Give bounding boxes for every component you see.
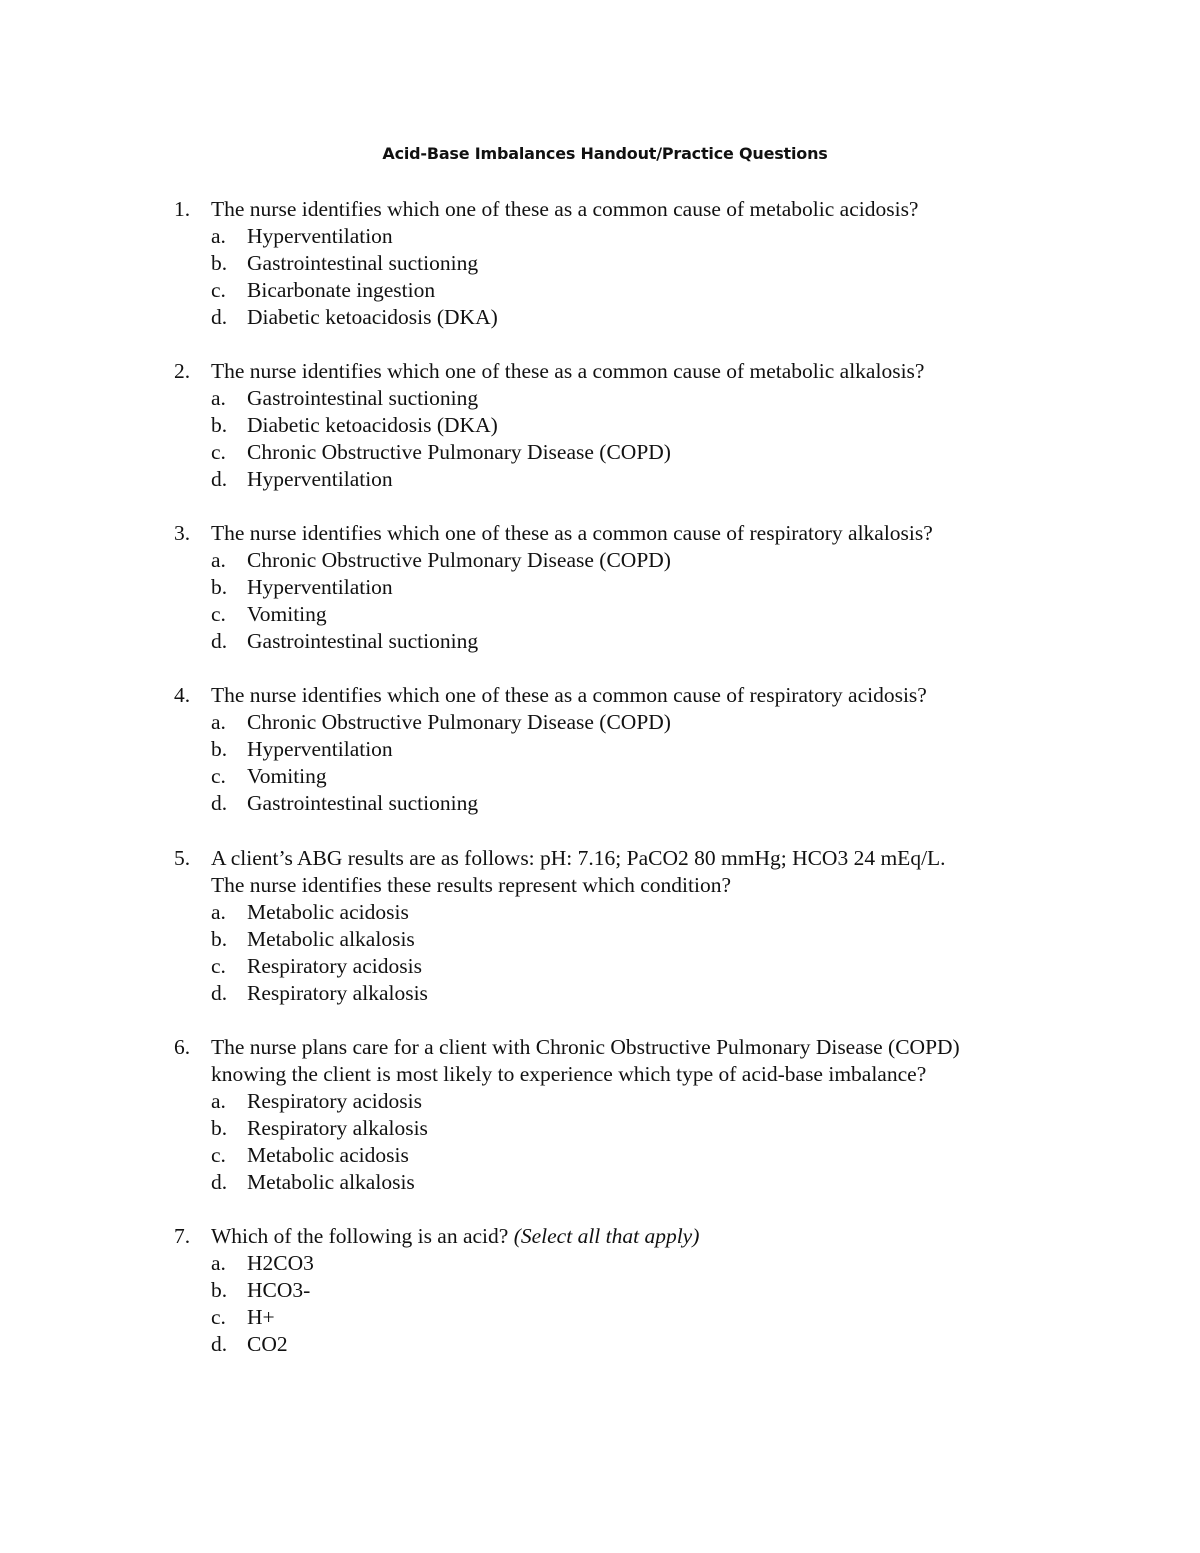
question-4 [174,682,1074,817]
option-text: Respiratory acidosis [247,1089,422,1113]
question-number: 1. [174,197,191,221]
option-b [174,926,1074,953]
option-d [174,304,1074,331]
question-text-line-2: The nurse identifies these results represent which condition? [211,873,732,897]
option-letter: c. [211,1143,226,1167]
option-c [174,763,1074,790]
option-c [174,1142,1074,1169]
option-d [174,628,1074,655]
option-text: Vomiting [247,602,327,626]
option-d [174,790,1074,817]
option-letter: d. [211,467,228,491]
question-stem [174,845,1074,899]
option-letter: c. [211,954,226,978]
option-c [174,277,1074,304]
option-text: Diabetic ketoacidosis (DKA) [247,413,498,437]
question-number: 3. [174,521,191,545]
option-d [174,980,1074,1007]
option-text: Respiratory acidosis [247,954,422,978]
option-list [174,709,1074,817]
select-all-note: (Select all that apply) [513,1224,700,1248]
question-stem [174,1223,1074,1250]
option-letter: a. [211,1089,226,1113]
option-letter: c. [211,1305,226,1329]
option-text: H2CO3 [247,1251,314,1275]
question-number: 7. [174,1224,191,1248]
option-letter: b. [211,413,228,437]
option-text: CO2 [247,1332,288,1356]
option-letter: a. [211,1251,226,1275]
option-list [174,1250,1074,1358]
option-text: Bicarbonate ingestion [247,278,436,302]
option-letter: a. [211,224,226,248]
question-stem [174,1034,1074,1088]
question-number: 5. [174,846,191,870]
option-list [174,899,1074,1007]
option-list [174,547,1074,655]
option-a [174,223,1074,250]
question-stem [174,196,1074,223]
question-6 [174,1034,1074,1196]
question-7 [174,1223,1074,1358]
question-text: The nurse identifies which one of these as a common cause of metabolic alkalosis? [211,359,925,383]
option-text: Chronic Obstructive Pulmonary Disease (COPD) [247,440,671,464]
question-text-main: Which of the following is an acid? [211,1224,509,1248]
option-letter: b. [211,927,228,951]
option-text: Respiratory alkalosis [247,1116,428,1140]
option-b [174,1277,1074,1304]
question-5 [174,845,1074,1007]
option-letter: d. [211,305,228,329]
option-letter: b. [211,737,228,761]
option-a [174,1250,1074,1277]
option-text: Hyperventilation [247,737,393,761]
option-letter: b. [211,1116,228,1140]
option-letter: d. [211,1170,228,1194]
option-d [174,1169,1074,1196]
option-a [174,385,1074,412]
question-number: 2. [174,359,191,383]
option-b [174,1115,1074,1142]
question-1 [174,196,1074,331]
document-title: Acid-Base Imbalances Handout/Practice Questions [382,144,828,163]
question-text: The nurse identifies which one of these as a common cause of respiratory acidosis? [211,683,927,707]
option-text: Vomiting [247,764,327,788]
option-letter: b. [211,251,228,275]
question-text-line-2: knowing the client is most likely to experience which type of acid-base imbalance? [211,1062,927,1086]
option-c [174,953,1074,980]
option-text: Chronic Obstructive Pulmonary Disease (COPD) [247,710,671,734]
option-text: Hyperventilation [247,224,393,248]
option-text: HCO3- [247,1278,311,1302]
option-c [174,1304,1074,1331]
option-a [174,899,1074,926]
question-text-line-1: The nurse plans care for a client with Chronic Obstructive Pulmonary Disease (COPD) [211,1035,960,1059]
question-text-line-1: A client’s ABG results are as follows: pH: 7.16; PaCO2 80 mmHg; HCO3 24 mEq/L. [211,846,946,870]
option-text: Hyperventilation [247,575,393,599]
question-number: 6. [174,1035,191,1059]
option-letter: b. [211,575,228,599]
question-2 [174,358,1074,493]
option-c [174,601,1074,628]
question-stem [174,520,1074,547]
option-letter: c. [211,278,226,302]
option-a [174,709,1074,736]
option-letter: c. [211,602,226,626]
question-text: The nurse identifies which one of these as a common cause of metabolic acidosis? [211,197,919,221]
option-text: Chronic Obstructive Pulmonary Disease (COPD) [247,548,671,572]
option-text: Diabetic ketoacidosis (DKA) [247,305,498,329]
option-b [174,574,1074,601]
option-d [174,1331,1074,1358]
option-text: H+ [247,1305,275,1329]
option-text: Gastrointestinal suctioning [247,629,479,653]
option-text: Respiratory alkalosis [247,981,428,1005]
option-letter: a. [211,900,226,924]
question-stem [174,358,1074,385]
option-list [174,223,1074,331]
question-3 [174,520,1074,655]
option-text: Gastrointestinal suctioning [247,386,479,410]
option-letter: d. [211,981,228,1005]
option-letter: d. [211,1332,228,1356]
option-letter: a. [211,710,226,734]
option-a [174,1088,1074,1115]
option-text: Metabolic alkalosis [247,1170,415,1194]
question-text [211,1223,1074,1250]
option-b [174,736,1074,763]
question-number: 4. [174,683,191,707]
option-text: Hyperventilation [247,467,393,491]
option-letter: c. [211,440,226,464]
option-letter: d. [211,629,228,653]
option-text: Metabolic alkalosis [247,927,415,951]
option-letter: b. [211,1278,228,1302]
question-text: The nurse identifies which one of these as a common cause of respiratory alkalosis? [211,521,933,545]
option-text: Metabolic acidosis [247,1143,409,1167]
option-letter: a. [211,386,226,410]
option-b [174,412,1074,439]
option-letter: c. [211,764,226,788]
question-stem [174,682,1074,709]
option-c [174,439,1074,466]
option-letter: a. [211,548,226,572]
option-b [174,250,1074,277]
option-d [174,466,1074,493]
option-text: Metabolic acidosis [247,900,409,924]
option-text: Gastrointestinal suctioning [247,251,479,275]
option-letter: d. [211,791,228,815]
option-list [174,1088,1074,1196]
option-list [174,385,1074,493]
option-text: Gastrointestinal suctioning [247,791,479,815]
option-a [174,547,1074,574]
